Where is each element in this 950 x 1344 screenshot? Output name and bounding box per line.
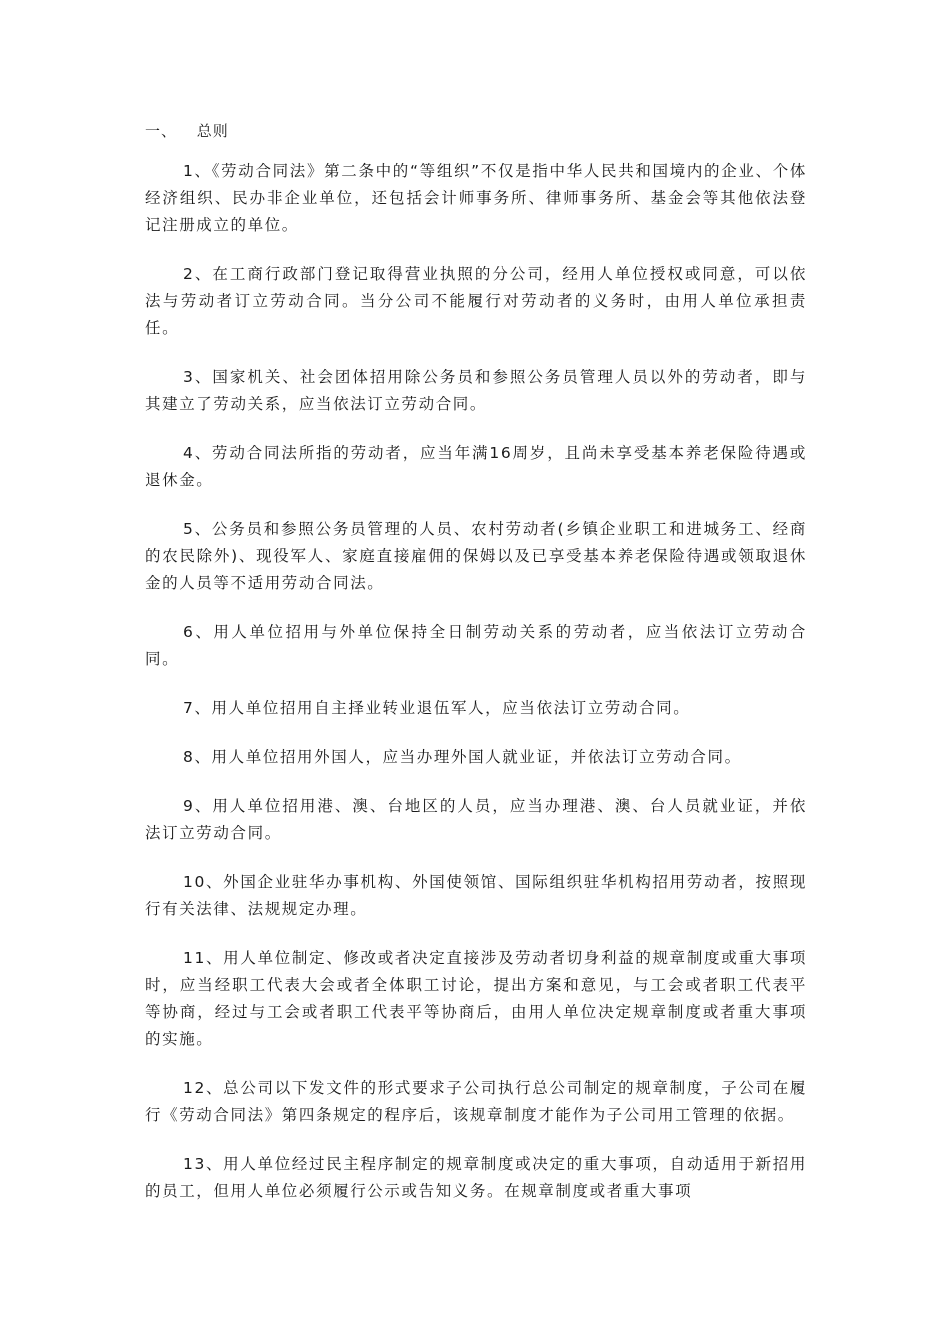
article-12: 12、总公司以下发文件的形式要求子公司执行总公司制定的规章制度，子公司在履行《劳动合同法》第四条规定的程序后，该规章制度才能作为子公司用工管理的依据。 <box>145 1079 807 1124</box>
section-number: 一、 <box>145 122 178 140</box>
document-page <box>145 118 807 1227</box>
article-6: 6、用人单位招用与外单位保持全日制劳动关系的劳动者，应当依法订立劳动合同。 <box>145 623 807 668</box>
article-4: 4、劳动合同法所指的劳动者，应当年满16周岁，且尚未享受基本养老保险待遇或退休金。 <box>145 444 807 489</box>
section-heading <box>145 118 807 144</box>
article-2: 2、在工商行政部门登记取得营业执照的分公司，经用人单位授权或同意，可以依法与劳动者订立劳动合同。当分公司不能履行对劳动者的义务时，由用人单位承担责任。 <box>145 265 807 337</box>
section-title: 总则 <box>196 122 229 140</box>
article-8: 8、用人单位招用外国人，应当办理外国人就业证，并依法订立劳动合同。 <box>183 748 742 766</box>
article-3: 3、国家机关、社会团体招用除公务员和参照公务员管理人员以外的劳动者，即与其建立了劳动关系，应当依法订立劳动合同。 <box>145 368 807 413</box>
article-5: 5、公务员和参照公务员管理的人员、农村劳动者(乡镇企业职工和进城务工、经商的农民除外)、现役军人、家庭直接雇佣的保姆以及已享受基本养老保险待遇或领取退休金的人员等不适用劳动合同法。 <box>145 520 807 592</box>
article-13: 13、用人单位经过民主程序制定的规章制度或决定的重大事项，自动适用于新招用的员工，但用人单位必须履行公示或告知义务。在规章制度或者重大事项 <box>145 1155 807 1200</box>
article-10: 10、外国企业驻华办事机构、外国使领馆、国际组织驻华机构招用劳动者，按照现行有关法律、法规规定办理。 <box>145 873 807 918</box>
article-7: 7、用人单位招用自主择业转业退伍军人，应当依法订立劳动合同。 <box>183 699 691 717</box>
article-1: 1、《劳动合同法》第二条中的“等组织”不仅是指中华人民共和国境内的企业、个体经济组织、民办非企业单位，还包括会计师事务所、律师事务所、基金会等其他依法登记注册成立的单位。 <box>145 162 807 234</box>
article-11: 11、用人单位制定、修改或者决定直接涉及劳动者切身利益的规章制度或重大事项时，应当经职工代表大会或者全体职工讨论，提出方案和意见，与工会或者职工代表平等协商，经过与工会或者职工代表平等协商后，由用人单位决定规章制度或者重大事项的实施。 <box>145 949 807 1048</box>
article-9: 9、用人单位招用港、澳、台地区的人员，应当办理港、澳、台人员就业证，并依法订立劳动合同。 <box>145 797 807 842</box>
